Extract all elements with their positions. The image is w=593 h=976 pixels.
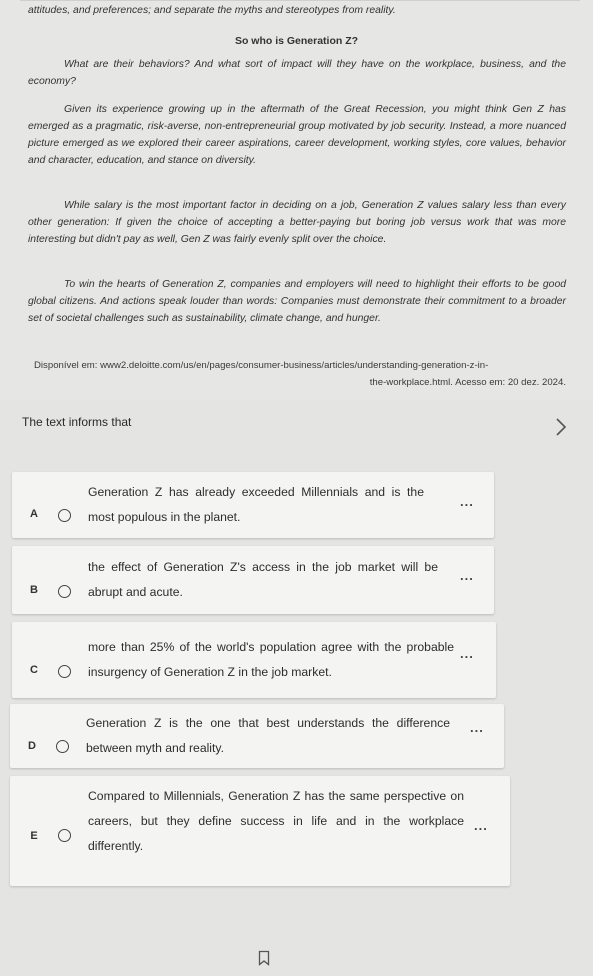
answer-option-a[interactable]	[12, 472, 494, 538]
option-text: Compared to Millennials, Generation Z has the same perspective on careers, but they define success in life and in the workplace differently.	[88, 789, 464, 853]
answer-option-d[interactable]	[10, 704, 504, 768]
radio-button[interactable]	[58, 509, 71, 522]
question-prompt: The text informs that	[22, 415, 132, 429]
passage-heading: So who is Generation Z?	[234, 35, 359, 47]
passage-paragraph-3: While salary is the most important factor in deciding on a job, Generation Z values salary less than every other generation: If given the choice of accepting a better-paying but boring job versus work that was more interesting but didn't pay as well, Gen Z was fairly evenly split over the choice.	[28, 200, 566, 245]
option-text: more than 25% of the world's population agree with the probable insurgency of Generation Z in the job market.	[88, 640, 454, 679]
more-options-icon[interactable]: ...	[460, 646, 474, 661]
option-letter: D	[28, 740, 36, 752]
reading-passage	[0, 0, 593, 400]
passage-top-line: attitudes, and preferences; and separate the myths and stereotypes from reality.	[28, 5, 396, 16]
answer-option-e[interactable]	[10, 776, 510, 886]
bookmark-button[interactable]	[258, 950, 270, 966]
option-text: the effect of Generation Z's access in the job market will be abrupt and acute.	[88, 560, 438, 599]
option-text: Generation Z is the one that best understands the difference between myth and reality.	[86, 716, 450, 755]
radio-button[interactable]	[58, 585, 71, 598]
passage-paragraph-1: What are their behaviors? And what sort of impact will they have on the workplace, business, and the economy?	[28, 59, 566, 87]
option-letter: A	[30, 508, 38, 520]
passage-paragraph-2: Given its experience growing up in the aftermath of the Great Recession, you might think Gen Z has emerged as a pragmatic, risk-averse, non-entrepreneurial group motivated by job security. Instead, a more nuanced picture emerged as we explored their career aspirations, career development, working styles, core values, behavior and character, education, and stance on diversity.	[28, 104, 566, 166]
option-letter: E	[30, 830, 38, 842]
radio-button[interactable]	[58, 829, 71, 842]
more-options-icon[interactable]: ...	[470, 720, 484, 735]
radio-button[interactable]	[58, 665, 71, 678]
passage-paragraph-4: To win the hearts of Generation Z, companies and employers will need to highlight their efforts to be good global citizens. And actions speak louder than words: Companies must demonstrate their commitment to a broader set of societal challenges such as sustainability, climate change, and hunger.	[28, 279, 566, 324]
option-text: Generation Z has already exceeded Millennials and is the most populous in the planet.	[88, 485, 424, 524]
answer-option-b[interactable]	[12, 546, 494, 614]
more-options-icon[interactable]: ...	[474, 818, 488, 833]
more-options-icon[interactable]: ...	[460, 568, 474, 583]
option-letter: B	[30, 584, 38, 596]
radio-button[interactable]	[56, 740, 69, 753]
chevron-right-icon	[554, 416, 568, 438]
answer-option-c[interactable]	[12, 622, 496, 698]
next-button[interactable]	[554, 416, 576, 442]
more-options-icon[interactable]: ...	[460, 494, 474, 509]
source-citation-line-1: Disponível em: www2.deloitte.com/us/en/pages/consumer-business/articles/understanding-generation-z-in-	[34, 360, 489, 371]
option-letter: C	[30, 664, 38, 676]
bookmark-icon	[258, 950, 270, 966]
top-divider	[20, 0, 580, 1]
source-citation-line-2: the-workplace.html. Acesso em: 20 dez. 2024.	[369, 377, 566, 388]
